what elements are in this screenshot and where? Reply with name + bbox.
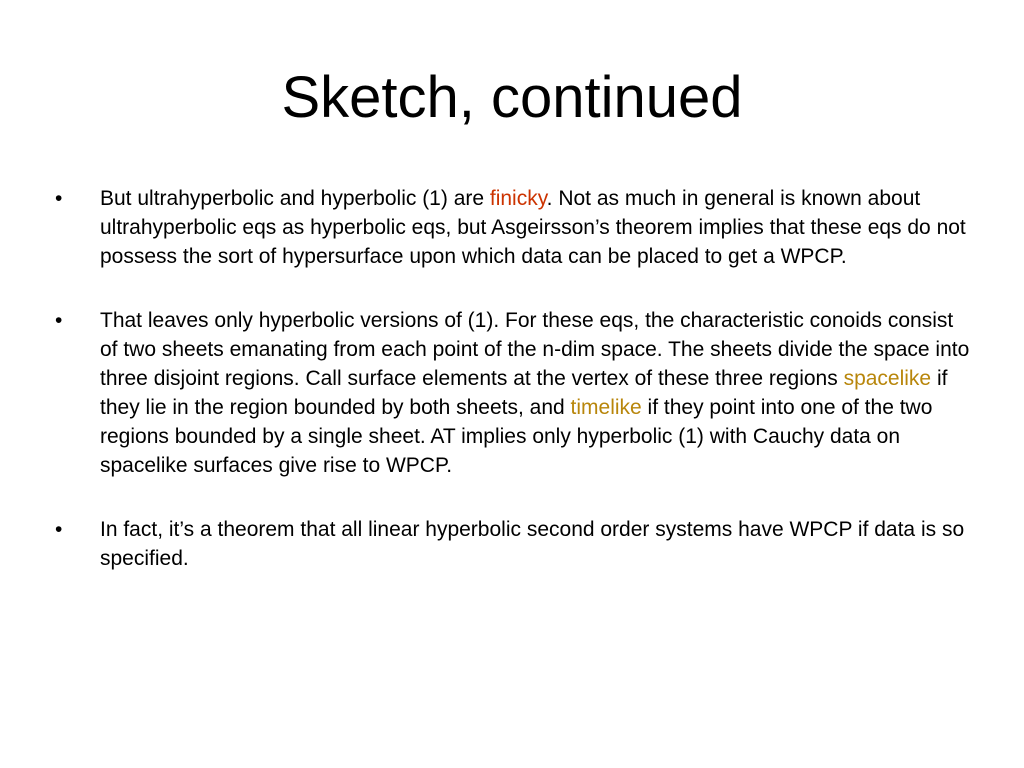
- slide-title: Sketch, continued: [281, 65, 743, 130]
- bullet-list: [55, 184, 970, 573]
- highlight-timelike: timelike: [570, 396, 642, 419]
- bullet-item: [55, 515, 970, 573]
- bullet-text-segment: . Not as much in general is known about ultrahyperbolic eqs as hyperbolic eqs, but Asgeirsson’s theorem implies that these eqs do not possess the sort of hypersurface upon which data can be placed to get a WPCP.: [100, 187, 966, 268]
- highlight-spacelike: spacelike: [843, 367, 932, 390]
- highlight-finicky: finicky: [489, 187, 547, 210]
- bullet-text-segment: if they lie in the region bounded by both sheets, and: [100, 367, 948, 419]
- bullet-text-segment: In fact, it’s a theorem that all linear hyperbolic second order systems have WPCP if data is so specified.: [100, 518, 965, 570]
- bullet-marker: •: [55, 309, 63, 332]
- bullet-item: [55, 184, 970, 271]
- bullet-marker: •: [55, 518, 63, 541]
- bullet-text-segment: That leaves only hyperbolic versions of (1). For these eqs, the characteristic conoids consist of two sheets emanating from each point of the n-dim space. The sheets divide the space into three disjoint regions. Call surface elements at the vertex of these three regions: [100, 309, 970, 390]
- bullet-text-segment: But ultrahyperbolic and hyperbolic (1) are: [100, 187, 490, 210]
- bullet-marker: •: [55, 187, 63, 210]
- bullet-text-segment: if they point into one of the two regions bounded by a single sheet. AT implies only hyperbolic (1) with Cauchy data on spacelike surfaces give rise to WPCP.: [100, 396, 933, 477]
- bullet-item: [55, 306, 970, 480]
